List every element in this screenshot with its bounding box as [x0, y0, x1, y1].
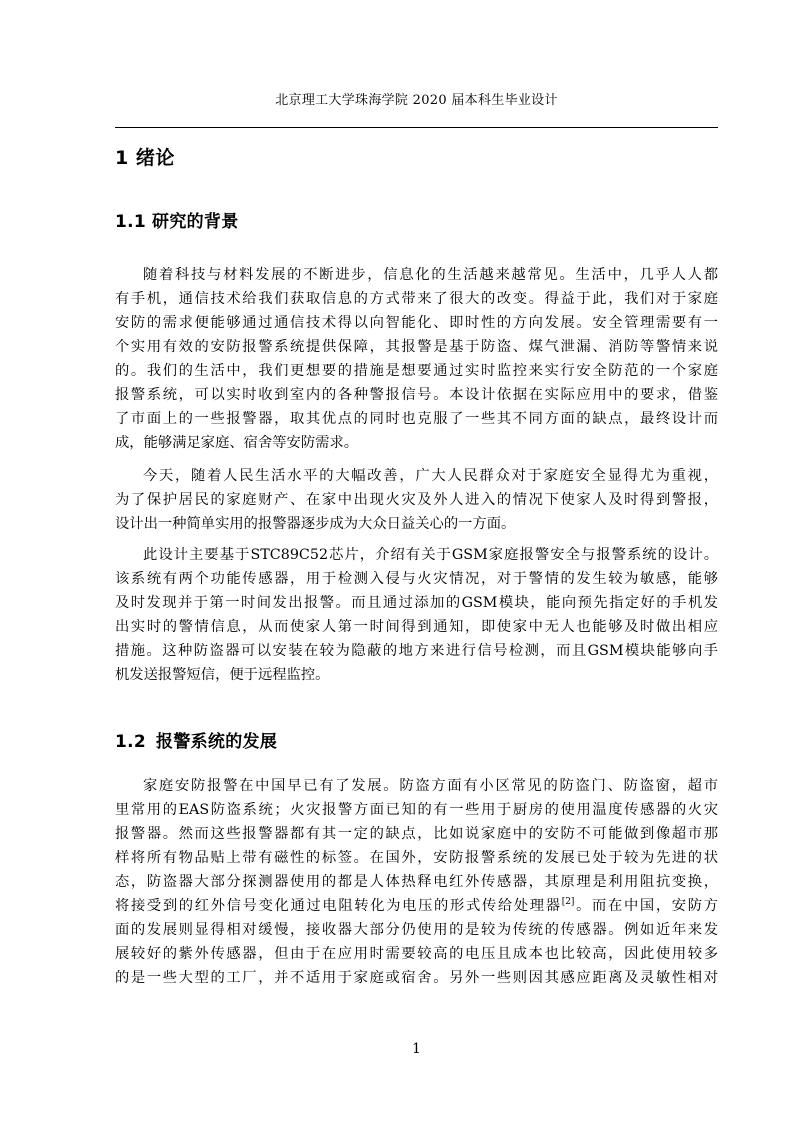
page-number: 1 [412, 1041, 421, 1057]
paragraph-line: 的。我们的生活中，我们更想要的措施是想要通过实时监控来实行安全防范的一个家庭 [115, 363, 718, 379]
line-text: 将接受到的红外信号变化通过电阻转化为电压的形式传给处理器 [115, 898, 562, 914]
paragraph-line: 成，能够满足家庭、宿舍等安防需求。 [115, 435, 359, 451]
paragraph-line: 展较好的紫外传感器，但由于在应用时需要较高的电压且成本也比较高，因此使用较多 [115, 946, 718, 962]
line-text-tail: 。而在中国，安防方 [574, 898, 718, 914]
paragraph-line: 设计出一种简单实用的报警器逐步成为大众日益关心的一方面。 [115, 516, 516, 532]
paragraph-line: 机发送报警短信，便于远程监控。 [115, 667, 330, 683]
paragraph-line: 此设计主要基于STC89C52芯片，介绍有关于GSM家庭报警安全与报警系统的设计。 [143, 547, 718, 563]
paragraph-line: 有手机，通信技术给我们获取信息的方式带来了很大的改变。得益于此，我们对于家庭 [115, 291, 718, 307]
paragraph-line: 今天，随着人民生活水平的大幅改善，广大人民群众对于家庭安全显得尤为重视， [143, 468, 718, 484]
section-title: 研究的背景 [152, 212, 239, 232]
paragraph-line: 随着科技与材料发展的不断进步，信息化的生活越来越常见。生活中，几乎人人都 [143, 267, 718, 283]
section-number: 1.2 [115, 732, 147, 752]
paragraph-line-with-citation [115, 894, 718, 918]
section-title: 报警系统的发展 [156, 732, 278, 752]
paragraph-line: 为了保护居民的家庭财产、在家中出现火灾及外人进入的情况下使家人及时得到警报， [115, 492, 718, 508]
chapter-title: 1 绪论 [115, 147, 175, 169]
paragraph-line: 样将所有物品贴上带有磁性的标签。在国外，安防报警系统的发展已处于较为先进的状 [115, 850, 718, 866]
paragraph-line: 及时发现并于第一时间发出报警。而且通过添加的GSM模块，能向预先指定好的手机发 [115, 595, 718, 611]
paragraph-line: 家庭安防报警在中国早已有了发展。防盗方面有小区常见的防盗门、防盗窗，超市 [143, 778, 718, 794]
section-number: 1.1 [115, 212, 147, 232]
citation-marker[interactable]: [2] [561, 897, 575, 907]
paragraph-line: 报警器。然而这些报警器都有其一定的缺点，比如说家庭中的安防不可能做到像超市那 [115, 826, 718, 842]
paragraph-line: 该系统有两个功能传感器，用于检测入侵与火灾情况，对于警情的发生较为敏感，能够 [115, 571, 718, 587]
paragraph-line: 个实用有效的安防报警系统提供保障，其报警是基于防盗、煤气泄漏、消防等警情来说 [115, 339, 718, 355]
paragraph-line: 态，防盗器大部分探测器使用的都是人体热释电红外传感器，其原理是利用阻抗变换， [115, 874, 718, 890]
paragraph-line: 措施。这种防盗器可以安装在较为隐蔽的地方来进行信号检测，而且GSM模块能够向手 [115, 643, 718, 659]
section-heading-1-1 [115, 211, 239, 233]
section-heading-1-2 [115, 731, 277, 753]
paragraph-line: 报警系统，可以实时收到室内的各种警报信号。本设计依据在实际应用中的要求，借鉴 [115, 387, 718, 403]
header-rule [115, 127, 718, 128]
paragraph-line: 了市面上的一些报警器，取其优点的同时也克服了一些其不同方面的缺点，最终设计而 [115, 411, 718, 427]
running-header: 北京理工大学珠海学院 2020 届本科生毕业设计 [275, 93, 558, 108]
paragraph-line: 的是一些大型的工厂，并不适用于家庭或宿舍。另外一些则因其感应距离及灵敏性相对 [115, 970, 718, 986]
paragraph-line: 出实时的警情信息，从而使家人第一时间得到通知，即使家中无人也能够及时做出相应 [115, 619, 718, 635]
paragraph-line: 安防的需求便能够通过通信技术得以向智能化、即时性的方向发展。安全管理需要有一 [115, 315, 718, 331]
paragraph-line: 面的发展则显得相对缓慢，接收器大部分仍使用的是较为传统的传感器。例如近年来发 [115, 922, 718, 938]
paragraph-line: 里常用的EAS防盗系统；火灾报警方面已知的有一些用于厨房的使用温度传感器的火灾 [115, 802, 718, 818]
